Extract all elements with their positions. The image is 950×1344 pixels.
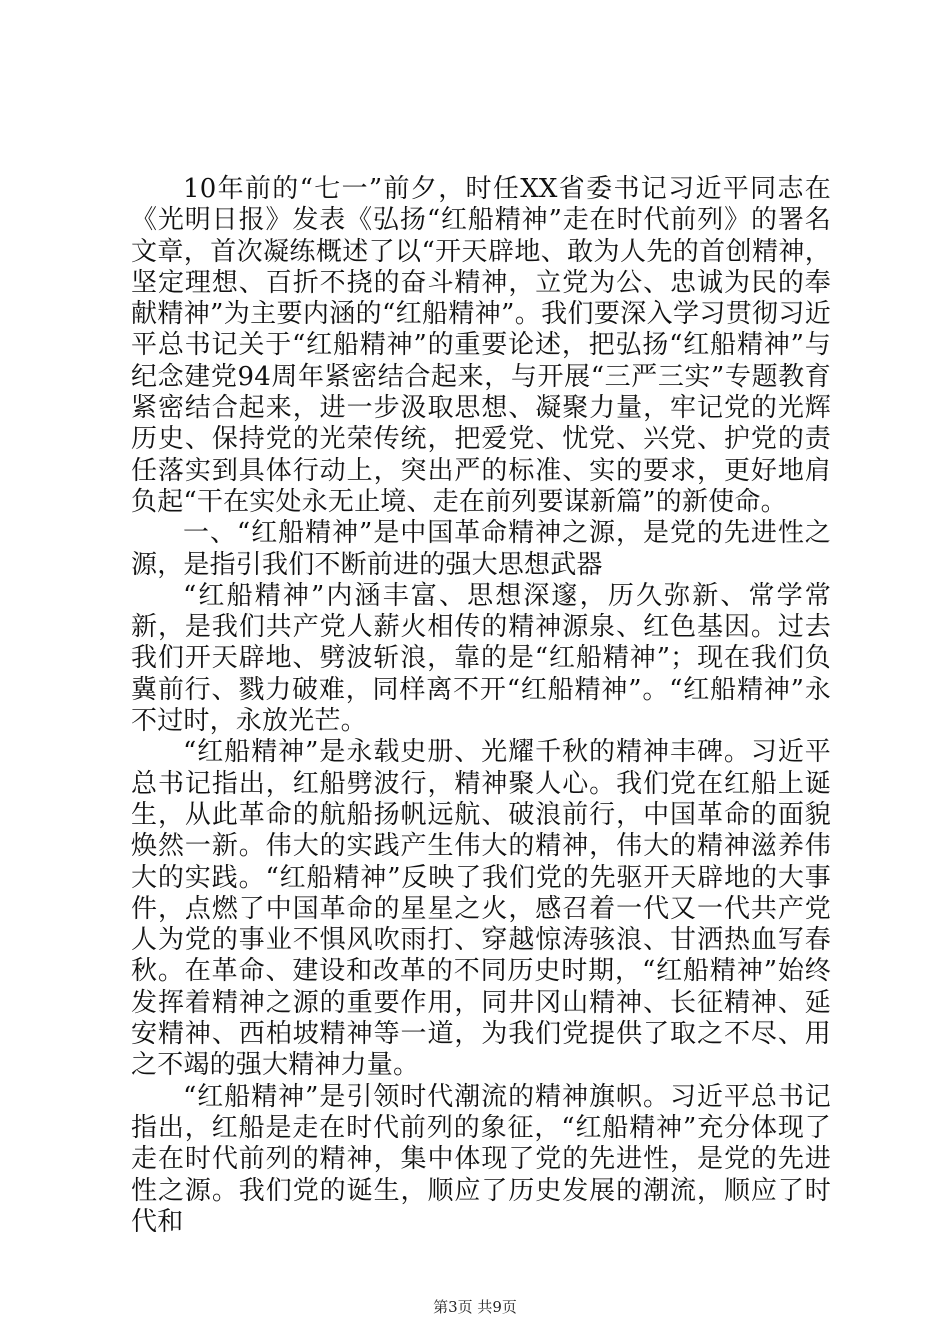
page-footer: 第3页 共9页 xyxy=(433,1298,517,1316)
paragraph-banner: “红船精神”是引领时代潮流的精神旗帜。习近平总书记指出，红船是走在时代前列的象征，“红船精神”充分体现了走在时代前列的精神，集中体现了党的先进性，是党的先进性之源。我们党的诞生，顺应了历史发展的潮流，顺应了时代和 xyxy=(131,1081,831,1237)
paragraph-monument: “红船精神”是永载史册、光耀千秋的精神丰碑。习近平总书记指出，红船劈波行，精神聚人心。我们党在红船上诞生，从此革命的航船扬帆远航、破浪前行，中国革命的面貌焕然一新。伟大的实践产生伟大的精神，伟大的精神滋养伟大的实践。“红船精神”反映了我们党的先驱开天辟地的大事件，点燃了中国革命的星星之火，感召着一代又一代共产党人为党的事业不惧风吹雨打、穿越惊涛骇浪、甘洒热血写春秋。在革命、建设和改革的不同历史时期，“红船精神”始终发挥着精神之源的重要作用，同井冈山精神、长征精神、延安精神、西柏坡精神等一道，为我们党提供了取之不尽、用之不竭的强大精神力量。 xyxy=(131,737,831,1081)
paragraph-meaning: “红船精神”内涵丰富、思想深邃，历久弥新、常学常新，是我们共产党人薪火相传的精神源泉、红色基因。过去我们开天辟地、劈波斩浪，靠的是“红船精神”；现在我们负冀前行、戮力破难，同样离不开“红船精神”。“红船精神”永不过时，永放光芒。 xyxy=(131,580,831,737)
section-heading: 一、“红船精神”是中国革命精神之源，是党的先进性之源，是指引我们不断前进的强大思想武器 xyxy=(131,518,831,580)
paragraph-intro: 10年前的“七一”前夕，时任XX省委书记习近平同志在《光明日报》发表《弘扬“红船精神”走在时代前列》的署名文章，首次凝练概述了以“开天辟地、敢为人先的首创精神，坚定理想、百折不挠的奋斗精神，立党为公、忠诚为民的奉献精神”为主要内涵的“红船精神”。我们要深入学习贯彻习近平总书记关于“红船精神”的重要论述，把弘扬“红船精神”与纪念建党94周年紧密结合起来，与开展“三严三实”专题教育紧密结合起来，进一步汲取思想、凝聚力量，牢记党的光辉历史、保持党的光荣传统，把爱党、忧党、兴党、护党的责任落实到具体行动上，突出严的标准、实的要求，更好地肩负起“干在实处永无止境、走在前列要谋新篇”的新使命。 xyxy=(131,174,831,517)
document-body xyxy=(131,174,831,1238)
